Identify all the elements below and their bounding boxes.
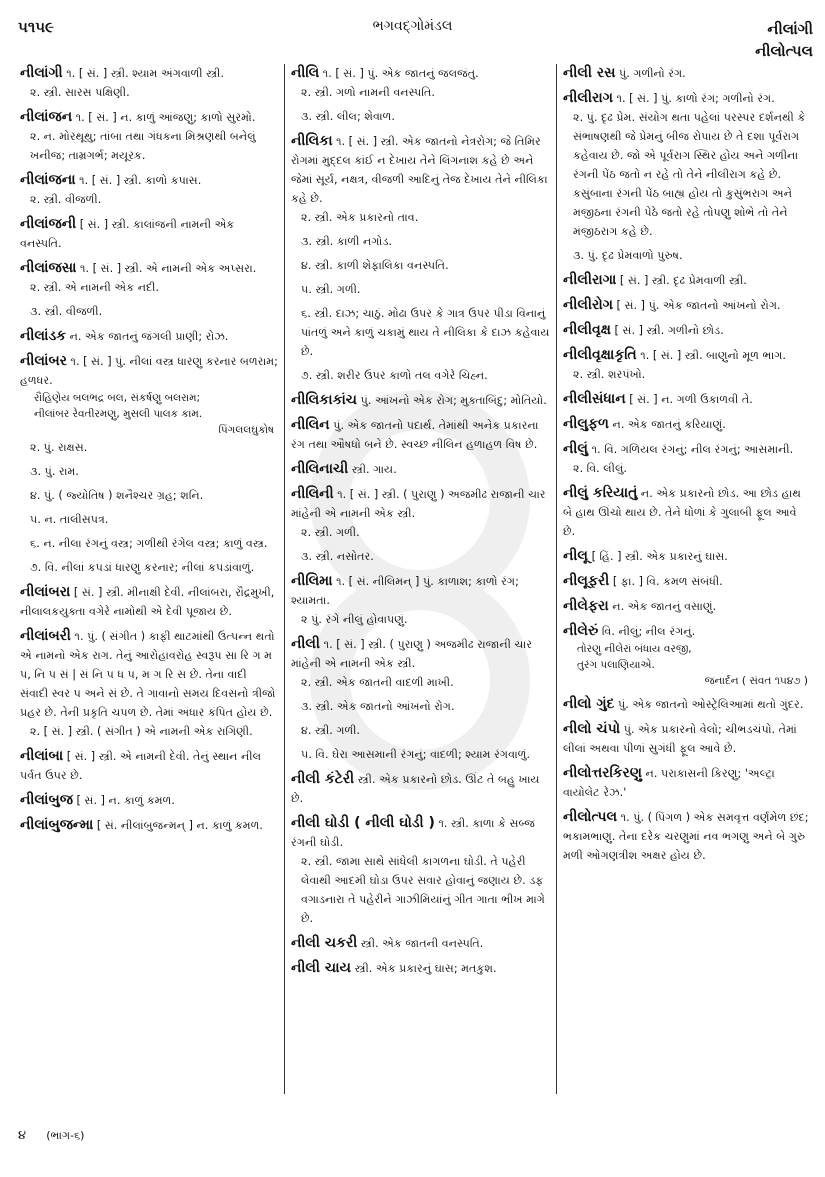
definition-text: ૧. સ્ત્રી. કાળા કે સબ્જ રંગની ઘોડી. — [291, 817, 535, 849]
headword: નીલાંબર — [20, 353, 67, 369]
sense-item: ૭. સ્ત્રી. શરીર ઉપર કાળો તલ વગેરે ચિહ્ન. — [301, 369, 488, 382]
citation-quote — [20, 390, 278, 438]
headword: નીલિ — [291, 65, 320, 81]
headword: નીલિમા — [291, 573, 333, 589]
headword: નીલાંજના — [20, 172, 76, 188]
definition-text: ૧. [ સં. ] સ્ત્રી. બાણુનો મૂળ ભાગ. — [640, 349, 786, 362]
entry-definition — [563, 89, 812, 108]
dictionary-entry — [20, 352, 278, 577]
definition-text: ૧. [ સં. નીલિમન્ ] પું. કાળાશ; કાળો રંગ; શ્યામતા. — [291, 575, 519, 607]
entry-definition — [291, 416, 550, 454]
dictionary-entry — [291, 770, 550, 808]
headword: નીલીવૃક્ષાકૃતિ — [563, 347, 637, 363]
dictionary-entry — [20, 171, 278, 209]
definition-text: ૧. પું. ( પિંગળ ) એક સમવૃત્ત વર્ણમેળ છંદ; ભકામભાણુ. તેના દરેક ચરણુમાં નવ ભગણુ અને બે ગુરુ મળી ઓગણત્રીશ અક્ષર હોય છે. — [563, 811, 809, 862]
entry-definition — [20, 816, 278, 835]
sense-item: ૪. પું. ( જ્યોતિષ ) શનૈશ્ચર ગ્રહ; શનિ. — [30, 489, 204, 502]
entry-definition — [563, 64, 812, 83]
dictionary-entry — [563, 296, 812, 315]
entry-definition — [291, 64, 550, 83]
sense-item: ૨. સ્ત્રી. ગળો નામની વનસ્પતિ. — [301, 86, 435, 99]
definition-text: ૧. [ સં. ] પું. એક જાતનું જલજંતુ. — [322, 67, 479, 80]
sense-item: ૪. સ્ત્રી. ગળી. — [301, 724, 361, 737]
headword: નીલિનાચી — [291, 461, 349, 477]
definition-text: ૧. [ સં. ] સ્ત્રી. એ નામની એક અપ્સરા. — [80, 262, 257, 275]
headword: નીલાંડક — [20, 328, 67, 344]
dictionary-entry — [563, 415, 812, 434]
dictionary-entry — [20, 816, 278, 835]
dictionary-entry — [291, 132, 550, 385]
dictionary-entry — [20, 627, 278, 741]
sense-item: ૫. ન. તાલીસપત્ર. — [30, 513, 109, 526]
guide-words — [755, 18, 813, 62]
dictionary-entry — [291, 814, 550, 928]
definition-text: [ ફા. ] વિ. કમળ સંબંધી. — [612, 575, 723, 588]
sense-item: ૨. પું. રાક્ષસ. — [30, 441, 88, 454]
entry-definition — [563, 484, 812, 541]
headword: નીલો ચંપો — [563, 721, 621, 737]
definition-text: [ સં. ] સ્ત્રી. ગળીનો છોડ. — [614, 324, 724, 337]
dictionary-entry — [563, 597, 812, 616]
definition-text: ૧. [ સં. ] ન. કાળું આંજણુ; કાળો સુરમો. — [75, 111, 256, 124]
dictionary-entry — [563, 622, 812, 689]
headword: નીલાંબરા — [20, 584, 71, 600]
definition-text: ૧. [ સં. ] સ્ત્રી. ( પુરાણુ ) અજમીઢ રાજાની ચાર માંહેની એ નામની એક સ્ત્રી. — [291, 488, 546, 520]
sense-item: ૩. સ્ત્રી. વીજળી. — [30, 305, 103, 318]
entry-definition — [563, 547, 812, 566]
entry-definition — [291, 814, 550, 852]
headword: નીલી કંટેરી — [291, 771, 355, 787]
entry-definition — [563, 321, 812, 340]
sense-item: ૩. પું. રામ. — [30, 465, 79, 478]
definition-text: ૧. [ સં. ] સ્ત્રી. શ્યામ અંગવાળી સ્ત્રી. — [66, 67, 224, 80]
headword: નીલાંજસા — [20, 260, 77, 276]
page-footer — [18, 1128, 84, 1143]
running-title: ભગવદ્ગોમંડલ — [372, 18, 453, 34]
definition-text: ન. એક જાતનું જંગલી પ્રાણી; રોઝ. — [69, 330, 229, 343]
definition-text: ન. એક પ્રકારનો છોડ. આ છોડ હાથ બે હાથ ઊંચો થાય છે. તેને ધોળાં કે ગુલાબી ફૂલ આવે છે. — [563, 487, 801, 538]
headword: નીલાંબરી — [20, 628, 71, 644]
sense-item: ૫. સ્ત્રી. ગળી. — [301, 283, 361, 296]
definition-text: સ્ત્રી. એક પ્રકારનું ઘાસ; મતકુશ. — [354, 962, 497, 975]
guide-word-last: નીલોત્પલ — [755, 42, 813, 60]
headword: નીલિકાકાંચ — [291, 392, 358, 408]
entry-definition — [563, 720, 812, 758]
dictionary-entry — [563, 271, 812, 290]
sense-item: ૨. સ્ત્રી. વીજળી. — [30, 193, 102, 206]
definition-text: [ સં. ] સ્ત્રી. કાલાંજની નામની એક વનસ્પતિ. — [20, 218, 235, 250]
dictionary-entry — [20, 259, 278, 321]
headword: નીલોત્તરકિરણુ — [563, 765, 642, 781]
sense-item: ૩. સ્ત્રી. કાળી નગોડ. — [301, 235, 393, 248]
dictionary-entry — [563, 440, 812, 478]
entry-definition — [563, 415, 812, 434]
entry-definition — [20, 259, 278, 278]
entry-definition — [20, 64, 278, 83]
definition-text: ન. પરાકાસની કિરણુ; 'અલ્ટ્રા વાયોલેટ રેઝ.' — [563, 767, 775, 799]
volume-label: (ભાગ-૬) — [46, 1129, 85, 1142]
definition-text: ૧. [ સં. ] સ્ત્રી. ( પુરાણુ ) અજમીઢ રાજાની ચાર માંહેની એ નામની એક સ્ત્રી. — [291, 638, 532, 670]
dictionary-entry — [291, 460, 550, 479]
entry-definition — [563, 346, 812, 365]
page-number: ૫૧૫૯ — [18, 18, 54, 36]
definition-text: [ સં. ] સ્ત્રી. દૃઢ પ્રેમવાળી સ્ત્રી. — [619, 274, 747, 287]
definition-text: પું. આંખનો એક રોગ; મુક્તાબિંદુ; મોતિયો. — [360, 394, 547, 407]
dictionary-entry — [20, 64, 278, 102]
entry-definition — [563, 390, 812, 409]
sense-item: ૨. સ્ત્રી. ગળી. — [301, 526, 360, 539]
dictionary-entry — [563, 390, 812, 409]
definition-text: ૧. [ સં. ] સ્ત્રી. એક જાતનો નેત્રરોગ; જે તિમિર રોગમાં મુદ્દલ કાંઈ ન દેખાય તેને લિંગનાશ કહે છે અને જેમાં સૂર્ય, નક્ષત્ર, વીજળી આદિનું તેજ દેખાય તેને નીલિકા કહે છે. — [291, 135, 548, 205]
sense-item: ૨. ન. મોરથૂથુ; તાંબા તથા ગંધકના મિશ્રણથી બનેલું ખનીજ; તામ્રગર્ભ; મયૂરક. — [30, 130, 256, 162]
entry-definition — [291, 485, 550, 523]
entry-definition — [563, 597, 812, 616]
dictionary-entry — [291, 934, 550, 953]
entry-definition — [291, 934, 550, 953]
entry-definition — [563, 764, 812, 802]
entry-definition — [291, 635, 550, 673]
sense-item: ૨. પું. દૃઢ પ્રેમ. સંયોગ થતા પહેલાં પરસ્પર દર્શનથી કે સંભાષણથી જે પ્રેમનું બીજ રોપાય છે તે દશા પૂર્વરાગ કહેવાય છે. જો એ પૂર્વરાગ સ્થિર હોય અને ગળીના રંગની પેંઠ જતો ન રહે તો તેને નીલીરાગ કહે છે. કસુંબાના રંગની પેંઠ બાહ્ય હોય તો કુસુંભરાગ અને મજીઠના રંગની પેઠે જતો રહે તોપણુ શોભે તો તેને મંજીઠરાગ કહે છે. — [573, 111, 806, 238]
dictionary-entry — [20, 791, 278, 810]
sense-item: ૬. ન. નીલા રંગનું વસ્ત્ર; ગળીથી રંગેલ વસ્ત્ર; કાળું વસ્ત્ર. — [30, 537, 268, 550]
column-1 — [14, 64, 284, 1094]
headword: નીલી ઘોડી ( નીલી ઘોડી ) — [291, 815, 435, 831]
entry-definition — [563, 440, 812, 459]
headword: નીલીવૃક્ષ — [563, 322, 611, 338]
definition-text: ન. એક જાતનું વસાણું. — [612, 600, 717, 613]
quote-line: તુરંગ પલાણિયાએ. — [577, 659, 655, 671]
sense-item: ૬. સ્ત્રી. દાઝ; ચાઠું. મોઢા ઉપર કે ગાત્ર ઉપર પીડા વિનાનું પાંતળું અને કાળું ચકામું થાય તે નીલિકા કે દાઝ કહેવાય છે. — [301, 307, 550, 358]
folio-number: ૪ — [18, 1128, 27, 1143]
definition-text: વિ. નીલું; નીલ રંગનું. — [601, 625, 696, 638]
sense-item: ૩. પું. દૃઢ પ્રેમવાળો પુરુષ. — [573, 249, 683, 262]
sense-item: ૨. [ સં. ] સ્ત્રી. ( સંગીત ) એ નામની એક રાગિણી. — [30, 725, 253, 738]
headword: નીલી રસ — [563, 65, 616, 81]
definition-text: પું. ગળીનો રંગ. — [619, 67, 686, 80]
headword: નીલૂ — [563, 548, 589, 564]
dictionary-entry — [563, 695, 812, 714]
definition-text: [ સં. ] સ્ત્રી. મીનાક્ષી દેવી. નીલાંબરા, રૌદ્રમુખી, નીલાલકયુક્તા વગેરે નામોથી એ દેવી પૂજાય છે. — [20, 586, 275, 618]
sense-item: ૨. સ્ત્રી. એ નામની એક નદી. — [30, 281, 160, 294]
headword: નીલાંબુજ — [20, 792, 73, 808]
dictionary-entry — [563, 484, 812, 541]
entry-definition — [291, 391, 550, 410]
entry-definition — [20, 627, 278, 722]
definition-text: ૧. [ સં. ] સ્ત્રી. કાળો કપાસ. — [79, 174, 202, 187]
dictionary-entry — [563, 764, 812, 802]
definition-text: પું. એક જાતનો પદાર્થ. તેમાંથી અનેક પ્રકારના રંગ તથા ઔષધો બને છે. સ્વચ્છ નીલિન હળાહળ વિષ છે. — [291, 419, 539, 451]
entry-definition — [20, 108, 278, 127]
definition-text: [ સં. ] ન. ગળી ઉકાળવી તે. — [629, 393, 753, 406]
dictionary-entry — [291, 485, 550, 566]
headword: નીલિકા — [291, 133, 333, 149]
dictionary-entry — [563, 89, 812, 265]
headword: નીલીસંધાન — [563, 391, 626, 407]
entry-definition — [563, 695, 812, 714]
entry-definition — [20, 747, 278, 785]
dictionary-entry — [291, 959, 550, 978]
entry-definition — [291, 770, 550, 808]
headword: નીલીરોગ — [563, 297, 613, 313]
dictionary-entry — [291, 391, 550, 410]
dictionary-entry — [20, 215, 278, 253]
definition-text: સ્ત્રી. એક પ્રકારનો છોડ. ઊંટ તે બહુ ખાય છે. — [291, 773, 540, 805]
dictionary-entry — [563, 346, 812, 384]
entry-definition — [563, 572, 812, 591]
sense-item: ૨. સ્ત્રી. સારસ પક્ષિણી. — [30, 86, 130, 99]
entry-definition — [291, 572, 550, 610]
entry-definition — [20, 791, 278, 810]
definition-text: પું. એક પ્રકારનો વેલો; ચીભડચંપો. તેમાં લીલાં અથવા પીળાં સુગંધી ફૂલ આવે છે. — [563, 723, 797, 755]
headword: નીલિન — [291, 417, 330, 433]
dictionary-entry — [563, 547, 812, 566]
headword: નીલો ગુંદ — [563, 696, 615, 712]
sense-item: ૨. સ્ત્રી. એક પ્રકારનો તાવ. — [301, 211, 419, 224]
quote-line: રૌહિણેય બલભદ્ર બલ, સંકર્ષણુ બલરામ; — [34, 392, 201, 404]
headword: નીલુફળ — [563, 416, 609, 432]
headword: નીલાંજની — [20, 216, 77, 232]
quote-line: નીલાંબર રેવતીરમણુ, મુસલી પાલક કામ. — [34, 408, 203, 420]
dictionary-columns — [14, 64, 817, 1094]
dictionary-entry — [563, 321, 812, 340]
definition-text: ૧. [ સં. ] પું. નીલાં વસ્ત્ર ધારણુ કરનાર બળરામ; હળધર. — [20, 355, 278, 387]
headword: નીલેરું — [563, 623, 599, 639]
entry-definition — [563, 622, 812, 641]
dictionary-entry — [563, 64, 812, 83]
headword: નીલાંગી — [20, 65, 63, 81]
quote-source: જનાર્દન ( સંવત ૧૫૪૭ ) — [704, 675, 808, 687]
definition-text: ૧. પું. ( સંગીત ) કાફી થાટમાંથી ઉત્પન્ન થતો એ નામનો એક રાગ. તેનું આરોહાવરોહ સ્વરૂપ સા રિ ગ મ પ, નિ પ સં | સં નિ પ ધ પ, મ ગ રિ સ છે. તેના વાદી સંવાદી સ્વર પ અને સં છે. તે ગાવાનો સમય દિવસનો ત્રીજો પ્રહર છે. તેની પ્રકૃતિ ચપળ છે. તેમાં અંધાર કંપિત હોય છે. — [20, 630, 276, 719]
headword: નીલિની — [291, 486, 334, 502]
entry-definition — [20, 171, 278, 190]
guide-word-first: નીલાંગી — [767, 20, 813, 38]
sense-item: ૪. સ્ત્રી. કાળી શેફાલિકા વનસ્પતિ. — [301, 259, 449, 272]
dictionary-entry — [563, 572, 812, 591]
entry-definition — [563, 271, 812, 290]
headword: નીલાંજન — [20, 109, 73, 125]
dictionary-entry — [291, 64, 550, 126]
headword: નીલાંબુજન્મા — [20, 817, 94, 833]
definition-text: ૧. [ સં. ] પું. કાળો રંગ; ગળીનો રંગ. — [616, 92, 775, 105]
entry-definition — [20, 583, 278, 621]
entry-definition — [291, 132, 550, 208]
headword: નીલી — [291, 636, 321, 652]
headword: નીલું — [563, 441, 589, 457]
citation-quote — [563, 641, 812, 689]
definition-text: [ સં. ] ન. કાળું કમળ. — [76, 794, 175, 807]
definition-text: [ સં. ] સ્ત્રી. એ નામની દેવી. તેનું સ્થાન નીલ પર્વત ઉપર છે. — [20, 750, 262, 782]
headword: નીલું કરિયાતું — [563, 485, 638, 501]
headword: નીલૂફરી — [563, 573, 610, 589]
dictionary-entry — [20, 108, 278, 165]
dictionary-entry — [20, 583, 278, 621]
dictionary-entry — [291, 635, 550, 764]
sense-item: ૨. વિ. લીલું. — [573, 462, 627, 475]
definition-text: સ્ત્રી. ગાય. — [351, 463, 397, 476]
quote-source: પિંગલલઘુકોષ — [218, 424, 274, 436]
definition-text: ૧. વિ. ગળિયલ રંગનું; નીલ રંગનું; આસમાની. — [591, 443, 794, 456]
sense-item: ૩. સ્ત્રી. નસોતર. — [301, 550, 374, 563]
entry-definition — [291, 460, 550, 479]
sense-item: ૨ પું. રંગે નીલું હોવાપણું. — [301, 613, 408, 626]
entry-definition — [20, 215, 278, 253]
column-2 — [284, 64, 556, 1094]
column-3 — [556, 64, 818, 1094]
definition-text: [ સં. નીલાંબુજન્મન્ ] ન. કાળું કમળ. — [96, 819, 263, 832]
entry-definition — [291, 959, 550, 978]
dictionary-entry — [20, 747, 278, 785]
quote-line: તોરણુ નીલેરાં બંધાય વરજી, — [577, 643, 692, 655]
headword: નીલીરાગ — [563, 90, 613, 106]
entry-definition — [20, 327, 278, 346]
dictionary-entry — [291, 572, 550, 629]
sense-item: ૨. સ્ત્રી. શરપંખો. — [573, 368, 646, 381]
sense-item: ૫. વિ. ઘેરા આસમાની રંગનું; વાદળી; શ્યામ રંગવાળું. — [301, 748, 531, 761]
sense-item: ૨. સ્ત્રી. જામા સાથે સાંધેલી કાગળના ઘોડી. તે પહેરી લેવાથી આદમી ઘોડા ઉપર સવાર હોવાનું જણાય છે. ડફ વગાડનારા તે પહેરીને ગાઝીમિયાંનું ગીત ગાતા ભીખ માગે છે. — [301, 855, 545, 925]
definition-text: [ સં. ] પું. એક જાતનો આંખનો રોગ. — [616, 299, 781, 312]
dictionary-entry — [563, 808, 812, 865]
sense-item: ૭. વિ. નીલાં કપડાં ધારણુ કરનાર; નીલાં કપડાંવાળું. — [30, 561, 255, 574]
headword: નીલી ચકરી — [291, 935, 358, 951]
sense-item: ૩. સ્ત્રી. લીલ; શેવાળ. — [301, 110, 395, 123]
headword: નીલાંબા — [20, 748, 64, 764]
dictionary-entry — [20, 327, 278, 346]
definition-text: [ હિં. ] સ્ત્રી. એક પ્રકારનું ઘાસ. — [591, 550, 728, 563]
headword: નીલેફરા — [563, 598, 609, 614]
definition-text: સ્ત્રી. એક જાતની વનસ્પતિ. — [360, 937, 484, 950]
headword: નીલીરાગા — [563, 272, 617, 288]
headword: નીલોત્પલ — [563, 809, 618, 825]
sense-item: ૨. સ્ત્રી. એક જાતની વાદળી માખી. — [301, 676, 454, 689]
sense-item: ૩. સ્ત્રી. એક જાતનો આંખનો રોગ. — [301, 700, 455, 713]
dictionary-entry — [291, 416, 550, 454]
headword: નીલી ચાય — [291, 960, 351, 976]
entry-definition — [563, 296, 812, 315]
definition-text: ન. એક જાતનું કરિયાણું. — [612, 418, 726, 431]
dictionary-entry — [563, 720, 812, 758]
entry-definition — [20, 352, 278, 390]
definition-text: પું. એક જાતનો ઓસ્ટ્રેલિઆમાં થતો ગુંદર. — [618, 698, 804, 711]
entry-definition — [563, 808, 812, 865]
